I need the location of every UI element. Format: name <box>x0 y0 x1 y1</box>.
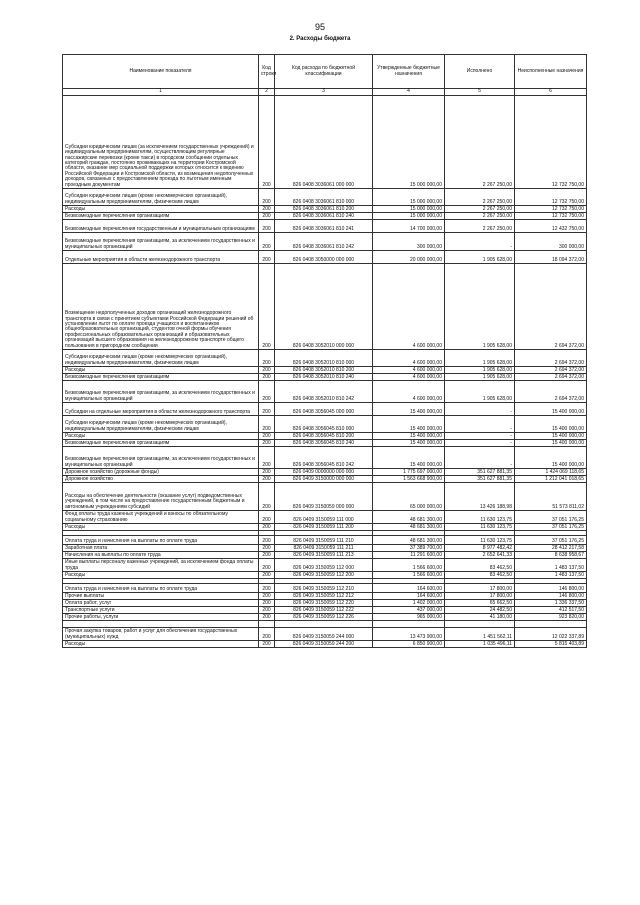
row-unexecuted-cell: 15 400 000,00 <box>515 416 587 433</box>
row-unexecuted-cell: 923 820,00 <box>515 614 587 621</box>
row-approved-cell: 965 000,00 <box>373 614 445 621</box>
row-approved-cell: 15 400 000,00 <box>373 440 445 447</box>
row-classification-code-cell: 826 0409 0000000 000 000 <box>275 469 373 476</box>
column-number: 3 <box>275 89 373 96</box>
row-classification-code-cell: 826 0409 3150059 112 226 <box>275 614 373 621</box>
row-line-code-cell: 200 <box>259 251 275 264</box>
table-row <box>63 593 587 600</box>
table-row <box>63 469 587 476</box>
table-row <box>63 614 587 621</box>
row-line-code-cell: 200 <box>259 447 275 469</box>
row-unexecuted-cell: 412 517,50 <box>515 607 587 614</box>
row-name-cell: Безвозмездные перечисления организациям, за исключением государственных и муниципальных организаций <box>63 233 259 251</box>
table-row <box>63 536 587 545</box>
row-unexecuted-cell: 12 432 750,00 <box>515 220 587 233</box>
row-classification-code-cell: 826 0409 3150059 111 211 <box>275 545 373 552</box>
table-body <box>63 96 587 648</box>
row-unexecuted-cell: 15 400 000,00 <box>515 440 587 447</box>
column-number: 4 <box>373 89 445 96</box>
row-name-cell: Субсидии юридическим лицам (кроме некоммерческих организаций), индивидуальным предпринимателям, физическим лицам <box>63 416 259 433</box>
row-approved-cell: 15 000 000,00 <box>373 96 445 189</box>
row-name-cell: Начисления на выплаты по оплате труда <box>63 552 259 559</box>
table-row <box>63 641 587 648</box>
row-classification-code-cell: 826 0408 3050000 000 000 <box>275 251 373 264</box>
row-executed-cell: - <box>445 433 515 440</box>
row-executed-cell: 2 267 250,00 <box>445 213 515 220</box>
row-line-code-cell: 200 <box>259 552 275 559</box>
row-unexecuted-cell: 5 815 403,89 <box>515 641 587 648</box>
row-executed-cell: 11 630 123,75 <box>445 511 515 524</box>
row-approved-cell: 15 400 000,00 <box>373 403 445 416</box>
row-classification-code-cell: 826 0409 3150059 111 210 <box>275 536 373 545</box>
row-name-cell: Расходы <box>63 367 259 374</box>
row-executed-cell: 1 905 628,00 <box>445 251 515 264</box>
row-classification-code-cell: 826 0408 3052010 000 000 <box>275 264 373 350</box>
row-line-code-cell: 200 <box>259 469 275 476</box>
column-number: 5 <box>445 89 515 96</box>
table-row <box>63 483 587 511</box>
row-executed-cell: 1 905 628,00 <box>445 381 515 403</box>
row-name-cell: Оплата труда и начисления на выплаты по оплате труда <box>63 584 259 593</box>
row-name-cell: Дорожное хозяйство <box>63 476 259 483</box>
row-name-cell: Расходы <box>63 641 259 648</box>
row-unexecuted-cell: 8 638 958,67 <box>515 552 587 559</box>
table-row <box>63 381 587 403</box>
row-executed-cell: 1 905 628,00 <box>445 367 515 374</box>
row-classification-code-cell: 826 0408 3036061 810 240 <box>275 213 373 220</box>
row-approved-cell: 164 600,00 <box>373 584 445 593</box>
row-executed-cell: 2 267 250,00 <box>445 220 515 233</box>
row-approved-cell: 164 600,00 <box>373 593 445 600</box>
row-line-code-cell: 200 <box>259 536 275 545</box>
row-name-cell: Иные выплаты персоналу казенных учреждений, за исключением фонда оплаты труда <box>63 559 259 572</box>
row-executed-cell: 13 426 188,98 <box>445 483 515 511</box>
row-name-cell: Субсидии юридическим лицам (кроме некоммерческих организаций), индивидуальным предпринимателям, физическим лицам <box>63 189 259 206</box>
table-row <box>63 220 587 233</box>
row-approved-cell: 437 000,00 <box>373 607 445 614</box>
row-classification-code-cell: 826 0409 3150059 244 200 <box>275 641 373 648</box>
table-row <box>63 559 587 572</box>
row-line-code-cell <box>259 621 275 628</box>
table-row <box>63 600 587 607</box>
row-approved-cell: 300 000,00 <box>373 233 445 251</box>
row-unexecuted-cell: 18 094 372,00 <box>515 251 587 264</box>
row-classification-code-cell: 826 0409 3150059 111 213 <box>275 552 373 559</box>
column-header-executed: Исполнено <box>445 55 515 89</box>
row-executed-cell: 17 800,00 <box>445 584 515 593</box>
row-approved-cell: 4 600 000,00 <box>373 350 445 367</box>
row-unexecuted-cell: 2 694 372,00 <box>515 264 587 350</box>
row-line-code-cell: 200 <box>259 524 275 531</box>
row-unexecuted-cell: 146 800,00 <box>515 584 587 593</box>
column-header-name: Наименование показателя <box>63 55 259 89</box>
row-name-cell: Прочие выплаты <box>63 593 259 600</box>
table-row <box>63 374 587 381</box>
row-unexecuted-cell: 300 000,00 <box>515 233 587 251</box>
row-approved-cell: 20 000 000,00 <box>373 251 445 264</box>
row-name-cell: Прочие работы, услуги <box>63 614 259 621</box>
row-name-cell: Субсидии на отдельные мероприятия в области железнодорожного транспорта <box>63 403 259 416</box>
row-line-code-cell: 200 <box>259 264 275 350</box>
row-approved-cell: 1 775 697 000,00 <box>373 469 445 476</box>
column-number: 2 <box>259 89 275 96</box>
table-row <box>63 264 587 350</box>
table-row <box>63 584 587 593</box>
row-executed-cell: 2 267 250,00 <box>445 206 515 213</box>
row-line-code-cell: 200 <box>259 416 275 433</box>
row-executed-cell: 83 462,50 <box>445 572 515 579</box>
row-classification-code-cell <box>275 621 373 628</box>
table-row <box>63 524 587 531</box>
row-executed-cell: 17 800,00 <box>445 593 515 600</box>
row-executed-cell: 11 630 123,75 <box>445 524 515 531</box>
row-unexecuted-cell: 15 400 000,00 <box>515 403 587 416</box>
row-approved-cell: 15 400 000,00 <box>373 416 445 433</box>
row-unexecuted-cell: 2 694 372,00 <box>515 350 587 367</box>
row-unexecuted-cell: 1 483 137,50 <box>515 572 587 579</box>
row-classification-code-cell: 826 0408 3056045 810 240 <box>275 440 373 447</box>
row-name-cell: Расходы <box>63 433 259 440</box>
column-number-row <box>63 89 587 96</box>
row-approved-cell: 37 389 700,00 <box>373 545 445 552</box>
row-classification-code-cell: 826 0408 3056045 810 200 <box>275 433 373 440</box>
row-executed-cell: 351 627 881,35 <box>445 476 515 483</box>
table-row <box>63 628 587 641</box>
row-line-code-cell: 200 <box>259 233 275 251</box>
row-classification-code-cell: 826 0409 3150059 000 000 <box>275 483 373 511</box>
row-approved-cell: 11 291 600,00 <box>373 552 445 559</box>
row-approved-cell: 65 000 000,00 <box>373 483 445 511</box>
row-line-code-cell: 200 <box>259 607 275 614</box>
row-classification-code-cell: 826 0409 3150059 244 000 <box>275 628 373 641</box>
row-line-code-cell: 200 <box>259 559 275 572</box>
row-name-cell <box>63 621 259 628</box>
row-unexecuted-cell: 12 732 750,00 <box>515 206 587 213</box>
row-executed-cell: - <box>445 233 515 251</box>
row-line-code-cell: 200 <box>259 350 275 367</box>
page-number: 95 <box>314 22 325 32</box>
column-header-line-code: Код строки <box>259 55 275 89</box>
row-name-cell: Субсидии юридическим лицам (кроме некоммерческих организаций), индивидуальным предпринимателям, физическим лицам <box>63 350 259 367</box>
row-executed-cell: 2 267 250,00 <box>445 96 515 189</box>
row-name-cell: Фонд оплаты труда казенных учреждений и взносы по обязательному социальному страхованию <box>63 511 259 524</box>
row-approved-cell: 14 700 000,00 <box>373 220 445 233</box>
row-classification-code-cell: 826 0409 3150059 112 000 <box>275 559 373 572</box>
row-unexecuted-cell: 2 694 372,00 <box>515 374 587 381</box>
row-classification-code-cell: 826 0408 3036061 810 242 <box>275 233 373 251</box>
table-row <box>63 476 587 483</box>
row-executed-cell: 1 905 628,00 <box>445 374 515 381</box>
table-row <box>63 213 587 220</box>
row-unexecuted-cell: 146 800,00 <box>515 593 587 600</box>
row-approved-cell: 48 681 300,00 <box>373 524 445 531</box>
row-executed-cell: 2 652 641,33 <box>445 552 515 559</box>
row-approved-cell: 15 400 000,00 <box>373 447 445 469</box>
row-approved-cell: 1 566 600,00 <box>373 572 445 579</box>
row-name-cell: Расходы <box>63 524 259 531</box>
row-executed-cell: 1 905 628,00 <box>445 264 515 350</box>
column-header-unexecuted: Неисполненные назначения <box>515 55 587 89</box>
row-line-code-cell: 200 <box>259 381 275 403</box>
row-line-code-cell: 200 <box>259 628 275 641</box>
row-line-code-cell: 200 <box>259 374 275 381</box>
row-line-code-cell: 200 <box>259 96 275 189</box>
table-row <box>63 350 587 367</box>
row-classification-code-cell: 826 0408 3036061 810 000 <box>275 189 373 206</box>
row-classification-code-cell: 826 0409 3150059 112 212 <box>275 593 373 600</box>
row-unexecuted-cell <box>515 621 587 628</box>
column-header-approved: Утвержденные бюджетные назначения <box>373 55 445 89</box>
row-classification-code-cell: 826 0408 3052010 810 240 <box>275 374 373 381</box>
row-executed-cell: 8 977 482,42 <box>445 545 515 552</box>
row-unexecuted-cell: 12 732 750,00 <box>515 189 587 206</box>
table-row <box>63 96 587 189</box>
row-classification-code-cell: 826 0408 3036061 000 000 <box>275 96 373 189</box>
row-executed-cell: 24 482,50 <box>445 607 515 614</box>
section-title: 2. Расходы бюджета <box>289 36 351 42</box>
table-header-row <box>63 55 587 89</box>
row-classification-code-cell: 826 0408 3052010 810 000 <box>275 350 373 367</box>
row-executed-cell: - <box>445 416 515 433</box>
row-approved-cell: 15 000 000,00 <box>373 206 445 213</box>
row-line-code-cell: 200 <box>259 483 275 511</box>
row-unexecuted-cell: 12 732 750,00 <box>515 213 587 220</box>
row-unexecuted-cell: 37 051 176,25 <box>515 524 587 531</box>
row-classification-code-cell: 826 0408 3056045 810 242 <box>275 447 373 469</box>
row-classification-code-cell: 826 0409 3150059 112 222 <box>275 607 373 614</box>
row-classification-code-cell: 826 0408 3056045 810 000 <box>275 416 373 433</box>
row-classification-code-cell: 826 0409 3150059 112 220 <box>275 600 373 607</box>
row-line-code-cell: 200 <box>259 476 275 483</box>
row-name-cell: Оплата труда и начисления на выплаты по оплате труда <box>63 536 259 545</box>
row-approved-cell: 15 000 000,00 <box>373 213 445 220</box>
row-approved-cell: 48 681 300,00 <box>373 536 445 545</box>
row-unexecuted-cell: 28 412 217,58 <box>515 545 587 552</box>
column-number: 6 <box>515 89 587 96</box>
row-name-cell: Субсидии юридическим лицам (за исключением государственных учреждений) и индивидуальным предпринимателям, осуществляющим регулярные пассажирские перевозки (кроме такси) в городском сообщении отдельных категорий граждан, постоянно проживающих на территории Костромской области, оказание мер социальной поддержки которых относится к ведению Российской Федерации и Костромской области, из возмещения недополученных доходов, связанных с предоставлением проезда по льготным именным проездным документам <box>63 96 259 189</box>
row-approved-cell: 48 681 300,00 <box>373 511 445 524</box>
table-row <box>63 511 587 524</box>
row-executed-cell: - <box>445 447 515 469</box>
row-executed-cell <box>445 621 515 628</box>
table-row <box>63 440 587 447</box>
row-approved-cell: 4 600 000,00 <box>373 264 445 350</box>
row-approved-cell: 1 566 600,00 <box>373 559 445 572</box>
row-line-code-cell: 200 <box>259 440 275 447</box>
table-row <box>63 367 587 374</box>
row-line-code-cell: 200 <box>259 545 275 552</box>
budget-expenditure-table <box>62 54 587 648</box>
row-name-cell: Отдельные мероприятия в области железнодорожного транспорта <box>63 251 259 264</box>
row-executed-cell: - <box>445 403 515 416</box>
row-executed-cell: 41 180,00 <box>445 614 515 621</box>
row-name-cell: Заработная плата <box>63 545 259 552</box>
table-row <box>63 447 587 469</box>
row-unexecuted-cell: 1 336 337,50 <box>515 600 587 607</box>
table-row <box>63 552 587 559</box>
row-line-code-cell: 200 <box>259 600 275 607</box>
row-classification-code-cell: 826 0409 3150000 000 000 <box>275 476 373 483</box>
row-unexecuted-cell: 37 051 176,25 <box>515 536 587 545</box>
table-row <box>63 416 587 433</box>
row-approved-cell: 4 600 000,00 <box>373 374 445 381</box>
row-name-cell: Дорожное хозяйство (дорожные фонды) <box>63 469 259 476</box>
table-row <box>63 189 587 206</box>
row-line-code-cell: 200 <box>259 584 275 593</box>
row-line-code-cell: 200 <box>259 213 275 220</box>
row-unexecuted-cell: 2 694 372,00 <box>515 381 587 403</box>
row-classification-code-cell: 826 0409 3150059 111 000 <box>275 511 373 524</box>
row-unexecuted-cell: 12 732 750,00 <box>515 96 587 189</box>
table-row <box>63 206 587 213</box>
row-approved-cell: 6 850 900,00 <box>373 641 445 648</box>
row-name-cell: Прочая закупка товаров, работ и услуг для обеспечения государственных (муниципальных) нужд <box>63 628 259 641</box>
table-row <box>63 251 587 264</box>
row-unexecuted-cell: 15 400 000,00 <box>515 433 587 440</box>
row-classification-code-cell: 826 0408 3056045 000 000 <box>275 403 373 416</box>
row-approved-cell <box>373 621 445 628</box>
row-line-code-cell: 200 <box>259 367 275 374</box>
row-unexecuted-cell: 12 022 337,89 <box>515 628 587 641</box>
row-approved-cell: 1 402 000,00 <box>373 600 445 607</box>
table-row <box>63 233 587 251</box>
row-executed-cell: 1 905 628,00 <box>445 350 515 367</box>
row-name-cell: Безвозмездные перечисления организациям, за исключением государственных и муниципальных организаций <box>63 381 259 403</box>
table-row <box>63 572 587 579</box>
row-line-code-cell: 200 <box>259 433 275 440</box>
table-row <box>63 621 587 628</box>
row-classification-code-cell: 826 0408 3052010 810 200 <box>275 367 373 374</box>
row-executed-cell: 1 035 496,11 <box>445 641 515 648</box>
row-name-cell: Транспортные услуги <box>63 607 259 614</box>
row-line-code-cell: 200 <box>259 572 275 579</box>
row-approved-cell: 15 400 000,00 <box>373 433 445 440</box>
row-line-code-cell: 200 <box>259 593 275 600</box>
row-executed-cell: 1 451 562,11 <box>445 628 515 641</box>
row-executed-cell: 351 627 881,35 <box>445 469 515 476</box>
row-classification-code-cell: 826 0408 3036061 810 241 <box>275 220 373 233</box>
row-name-cell: Расходы <box>63 206 259 213</box>
row-executed-cell: 11 630 123,75 <box>445 536 515 545</box>
row-name-cell: Расходы на обеспечение деятельности (оказание услуг) подведомственных учреждений, в том числе на предоставление государственным бюджетным и автономным учреждениям субсидий <box>63 483 259 511</box>
table-row <box>63 403 587 416</box>
row-approved-cell: 13 473 900,00 <box>373 628 445 641</box>
row-name-cell: Оплата работ, услуг <box>63 600 259 607</box>
row-unexecuted-cell: 1 424 069 118,65 <box>515 469 587 476</box>
table-row <box>63 607 587 614</box>
table-row <box>63 433 587 440</box>
row-name-cell: Безвозмездные перечисления государственным и муниципальным организациям <box>63 220 259 233</box>
row-executed-cell: 83 462,50 <box>445 559 515 572</box>
row-approved-cell: 4 600 000,00 <box>373 367 445 374</box>
row-unexecuted-cell: 15 400 000,00 <box>515 447 587 469</box>
row-name-cell: Безвозмездные перечисления организациям <box>63 213 259 220</box>
row-executed-cell: 65 662,50 <box>445 600 515 607</box>
row-line-code-cell: 200 <box>259 641 275 648</box>
row-executed-cell: 2 267 250,00 <box>445 189 515 206</box>
row-line-code-cell: 200 <box>259 403 275 416</box>
row-classification-code-cell: 826 0409 3150059 112 210 <box>275 584 373 593</box>
row-line-code-cell: 200 <box>259 206 275 213</box>
row-line-code-cell: 200 <box>259 511 275 524</box>
row-line-code-cell: 200 <box>259 220 275 233</box>
row-approved-cell: 1 563 668 900,00 <box>373 476 445 483</box>
row-classification-code-cell: 826 0408 3052010 810 242 <box>275 381 373 403</box>
column-number: 1 <box>63 89 259 96</box>
row-unexecuted-cell: 1 483 137,50 <box>515 559 587 572</box>
row-executed-cell: - <box>445 440 515 447</box>
column-header-classification-code: Код расхода по бюджетной классификации <box>275 55 373 89</box>
row-approved-cell: 15 000 000,00 <box>373 189 445 206</box>
row-classification-code-cell: 826 0408 3036061 810 200 <box>275 206 373 213</box>
row-name-cell: Безвозмездные перечисления организациям, за исключением государственных и муниципальных организаций <box>63 447 259 469</box>
row-name-cell: Возмещение недополученных доходов организаций железнодорожного транспорта в связи с принятием субъектами Российской Федерации решений об установлении льгот по оплате проезда учащихся и воспитанников общеобразовательных организаций, студентов очной формы обучения профессиональных образовательных организаций и образовательных организаций высшего образования на железнодорожном транспорте общего пользования в пригородном сообщении <box>63 264 259 350</box>
row-unexecuted-cell: 1 212 041 018,65 <box>515 476 587 483</box>
row-name-cell: Безвозмездные перечисления организациям <box>63 440 259 447</box>
table-row <box>63 545 587 552</box>
row-name-cell: Безвозмездные перечисления организациям <box>63 374 259 381</box>
row-name-cell: Расходы <box>63 572 259 579</box>
row-unexecuted-cell: 2 694 372,00 <box>515 367 587 374</box>
row-classification-code-cell: 826 0409 3150059 111 200 <box>275 524 373 531</box>
row-unexecuted-cell: 51 573 811,02 <box>515 483 587 511</box>
row-line-code-cell: 200 <box>259 189 275 206</box>
row-classification-code-cell: 826 0409 3150059 112 200 <box>275 572 373 579</box>
row-line-code-cell: 200 <box>259 614 275 621</box>
row-approved-cell: 4 600 000,00 <box>373 381 445 403</box>
row-unexecuted-cell: 37 051 176,25 <box>515 511 587 524</box>
